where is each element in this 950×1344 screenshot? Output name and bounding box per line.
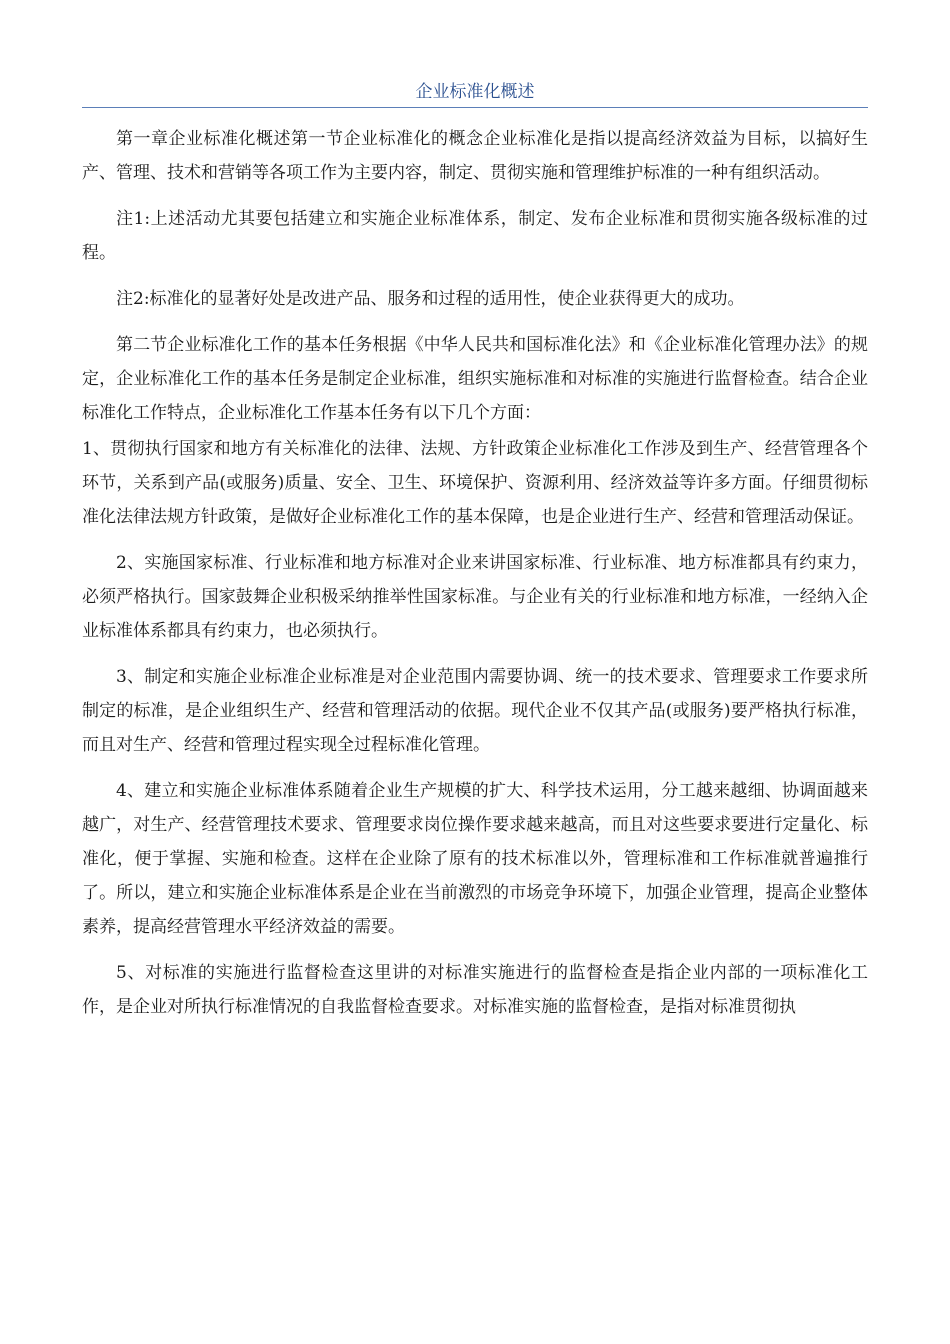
paragraph-chapter-intro: 第一章企业标准化概述第一节企业标准化的概念企业标准化是指以提高经济效益为目标，以搞好生产、管理、技术和营销等各项工作为主要内容，制定、贯彻实施和管理维护标准的一种有组织活动。 [82, 129, 868, 183]
page-header-title: 企业标准化概述 [82, 78, 868, 108]
paragraph-note-2: 注2:标准化的显著好处是改进产品、服务和过程的适用性，使企业获得更大的成功。 [116, 289, 745, 309]
paragraph-item-5: 5、对标准的实施进行监督检查这里讲的对标准实施进行的监督检查是指企业内部的一项标准化工作，是企业对所执行标准情况的自我监督检查要求。对标准实施的监督检查，是指对标准贯彻执 [82, 963, 868, 1017]
paragraph-item-4: 4、建立和实施企业标准体系随着企业生产规模的扩大、科学技术运用，分工越来越细、协调面越来越广，对生产、经营管理技术要求、管理要求岗位操作要求越来越高，而且对这些要求要进行定量化、标准化，便于掌握、实施和检查。这样在企业除了原有的技术标准以外，管理标准和工作标准就普遍推行了。所以，建立和实施企业标准体系是企业在当前激烈的市场竞争环境下，加强企业管理，提高企业整体素养，提高经营管理水平经济效益的需要。 [82, 781, 868, 937]
paragraph-item-1: 1、贯彻执行国家和地方有关标准化的法律、法规、方针政策企业标准化工作涉及到生产、经营管理各个环节，关系到产品(或服务)质量、安全、卫生、环境保护、资源利用、经济效益等许多方面。仔细贯彻标准化法律法规方针政策，是做好企业标准化工作的基本保障，也是企业进行生产、经营和管理活动保证。 [82, 439, 868, 527]
paragraph-item-3: 3、制定和实施企业标准企业标准是对企业范围内需要协调、统一的技术要求、管理要求工作要求所制定的标准，是企业组织生产、经营和管理活动的依据。现代企业不仅其产品(或服务)要严格执行标准，而且对生产、经营和管理过程实现全过程标准化管理。 [82, 667, 868, 755]
paragraph-note-1: 注1:上述活动尤其要包括建立和实施企业标准体系，制定、发布企业标准和贯彻实施各级标准的过程。 [82, 209, 868, 263]
paragraph-section-2-intro: 第二节企业标准化工作的基本任务根据《中华人民共和国标准化法》和《企业标准化管理办法》的规定，企业标准化工作的基本任务是制定企业标准，组织实施标准和对标准的实施进行监督检查。结合企业标准化工作特点，企业标准化工作基本任务有以下几个方面： [82, 335, 868, 423]
document-body [82, 122, 868, 1024]
document-page [82, 78, 868, 1024]
paragraph-item-2: 2、实施国家标准、行业标准和地方标准对企业来讲国家标准、行业标准、地方标准都具有约束力，必须严格执行。国家鼓舞企业积极采纳推举性国家标准。与企业有关的行业标准和地方标准，一经纳入企业标准体系都具有约束力，也必须执行。 [82, 553, 868, 641]
